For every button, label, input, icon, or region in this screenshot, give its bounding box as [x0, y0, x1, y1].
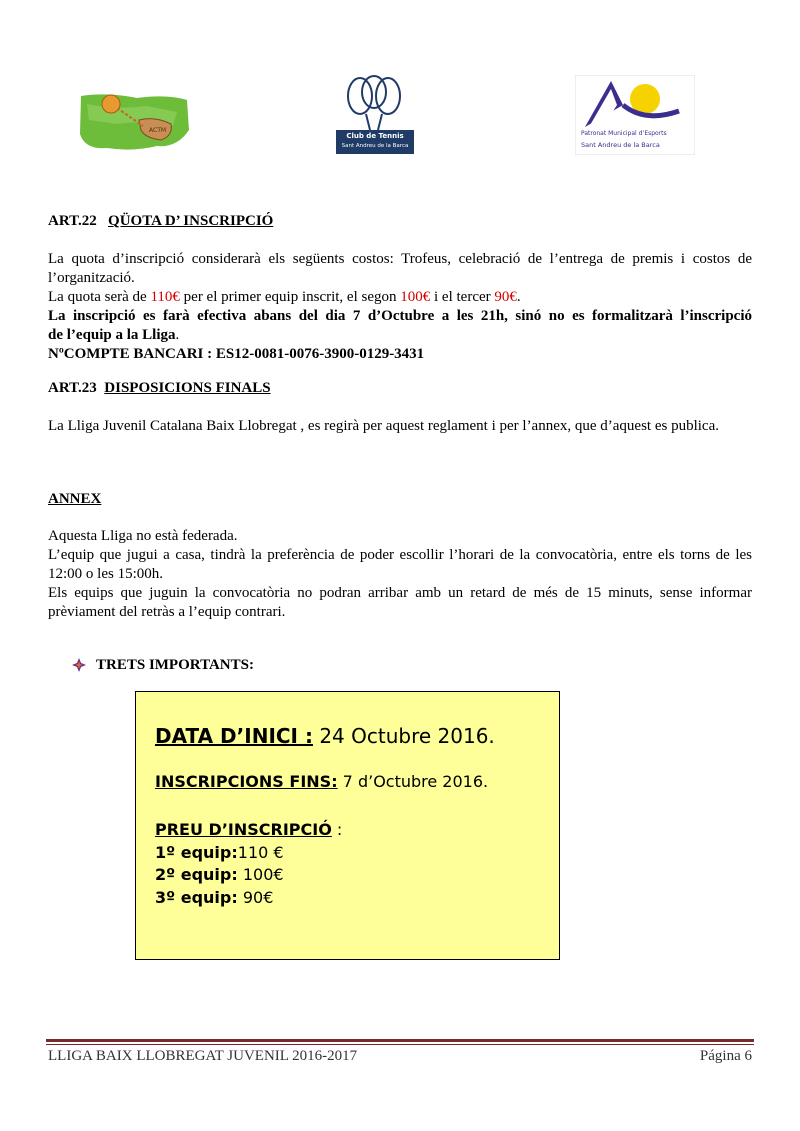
fee-first: 110€: [150, 289, 180, 305]
art22-fees: [48, 288, 752, 307]
fees-prefix: La quota serà de: [48, 289, 151, 305]
team2-value: 100€: [237, 865, 284, 884]
art22-deadline: [48, 307, 752, 345]
price-colon: :: [331, 820, 343, 839]
deadline-line2-end: .: [175, 327, 180, 343]
team3-label: 3º equip:: [155, 888, 238, 907]
art23-number: ART.23: [48, 380, 97, 396]
footer-title: LLIGA BAIX LLOBREGAT JUVENIL 2016-2017: [48, 1048, 358, 1064]
team1-value: 110 €: [237, 843, 284, 862]
key-info-box: [135, 691, 560, 960]
art23-paragraph: La Lliga Juvenil Catalana Baix Llobregat , es regirà per aquest reglament i per l’annex, que d’aquest es publica.: [48, 418, 719, 434]
team1-row: [155, 843, 284, 862]
footer-rule-thin: [46, 1044, 754, 1045]
registration-value: 7 d’Octubre 2016.: [337, 772, 489, 791]
annex-paragraph3: Els equips que juguin la convocatòria no podran arribar amb un retard de més de 15 minuts, sense informar prèviament del retràs a l’equip contrari.: [48, 585, 752, 620]
deadline-line1: La inscripció es farà efectiva abans del dia 7 d’Octubre a les 21h, sinó no es formalitzarà l’inscripció: [48, 308, 752, 324]
team2-row: [155, 865, 284, 884]
club-town: Sant Andreu de la Barca: [341, 143, 409, 149]
start-date-label: DATA D’INICI :: [155, 724, 313, 748]
start-date-value: 24 Octubre 2016.: [312, 724, 495, 748]
art22-paragraph: La quota d’inscripció considerarà els següents costos: Trofeus, celebració de l’entrega de premis i costos de l’organització.: [48, 251, 752, 286]
art23-heading: [48, 380, 271, 397]
bullet-icon: [72, 658, 86, 672]
patronat-town: Sant Andreu de la Barca: [581, 141, 660, 149]
club-tennis-logo: [330, 74, 418, 156]
art22-number: ART.22: [48, 213, 97, 229]
team3-row: [155, 888, 273, 907]
annex-line1: Aquesta Lliga no està federada.: [48, 528, 238, 544]
fees-suffix: .: [516, 289, 521, 305]
registration-label: INSCRIPCIONS FINS:: [155, 772, 338, 791]
team3-value: 90€: [237, 888, 274, 907]
art23-title: DISPOSICIONS FINALS: [104, 380, 271, 396]
page-number: Página 6: [699, 1048, 752, 1064]
map-logo-image: [77, 90, 191, 154]
fee-second: 100€: [400, 289, 431, 305]
club-name: Club de Tennis: [346, 132, 404, 140]
art22-title: QÜOTA D’ INSCRIPCIÓ: [108, 213, 274, 229]
fee-third: 90€: [494, 289, 517, 305]
patronat-logo: [575, 75, 695, 155]
annex-heading: ANNEX: [48, 491, 102, 507]
bank-account: NºCOMPTE BANCARI : ES12-0081-0076-3900-0129-3431: [48, 346, 425, 362]
annex-paragraph2: L’equip que jugui a casa, tindrà la preferència de poder escollir l’horari de la convocatòria, entre els torns de les 12:00 o les 15:00h.: [48, 547, 752, 582]
patronat-name: Patronat Municipal d’Esports: [581, 130, 667, 137]
art22-heading: [48, 213, 273, 230]
deadline-line2: de l’equip a la Lliga: [48, 327, 176, 343]
start-date-row: [155, 724, 495, 748]
registration-row: [155, 772, 488, 791]
map-logo: [77, 90, 191, 154]
team2-label: 2º equip:: [155, 865, 238, 884]
price-heading-row: [155, 820, 342, 839]
footer-rule-thick: [46, 1039, 754, 1042]
fees-mid2: i el tercer: [430, 289, 495, 305]
svg-text:ACTM: ACTM: [149, 127, 167, 134]
price-label: PREU D’INSCRIPCIÓ: [155, 820, 332, 839]
trets-heading: TRETS IMPORTANTS:: [96, 657, 254, 673]
team1-label: 1º equip:: [155, 843, 238, 862]
fees-mid1: per el primer equip inscrit, el segon: [179, 289, 401, 305]
